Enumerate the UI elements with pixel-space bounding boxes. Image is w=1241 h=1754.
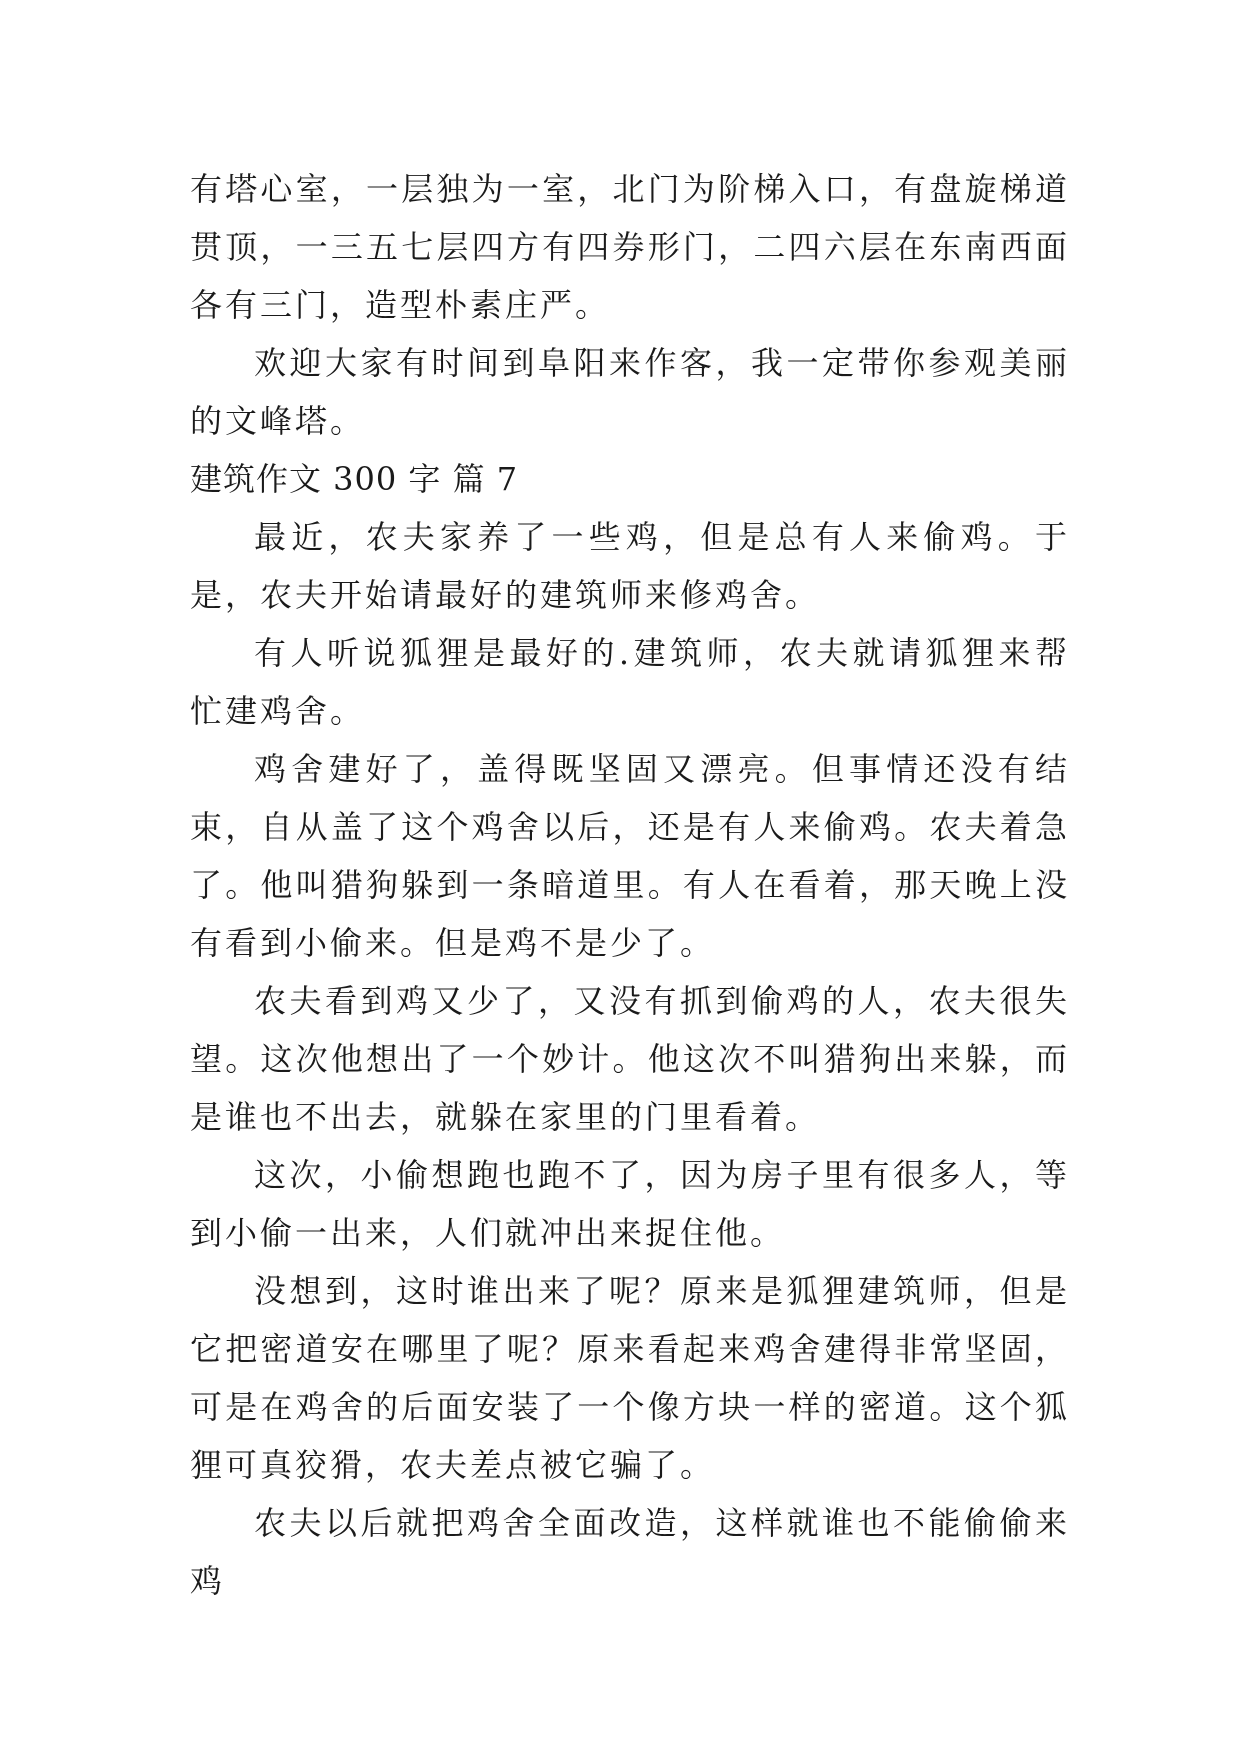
paragraph: 没想到，这时谁出来了呢？原来是狐狸建筑师，但是它把密道安在哪里了呢？原来看起来鸡舍建得非常坚固，可是在鸡舍的后面安装了一个像方块一样的密道。这个狐狸可真狡猾，农夫差点被它骗了。 (190, 1272, 1070, 1484)
paragraph: 有人听说狐狸是最好的.建筑师，农夫就请狐狸来帮忙建鸡舍。 (190, 634, 1070, 730)
paragraph: 农夫以后就把鸡舍全面改造，这样就谁也不能偷偷来鸡 (190, 1504, 1070, 1600)
paragraph: 农夫看到鸡又少了，又没有抓到偷鸡的人，农夫很失望。这次他想出了一个妙计。他这次不叫猎狗出来躲，而是谁也不出去，就躲在家里的门里看着。 (190, 982, 1070, 1136)
section-heading: 建筑作文 300 字 篇 7 (190, 460, 519, 498)
paragraph: 这次，小偷想跑也跑不了，因为房子里有很多人，等到小偷一出来，人们就冲出来捉住他。 (190, 1156, 1070, 1252)
paragraph: 有塔心室，一层独为一室，北门为阶梯入口，有盘旋梯道贯顶，一三五七层四方有四券形门，二四六层在东南西面各有三门，造型朴素庄严。 (190, 170, 1070, 324)
document-body (190, 160, 1070, 1610)
paragraph: 最近，农夫家养了一些鸡，但是总有人来偷鸡。于是，农夫开始请最好的建筑师来修鸡舍。 (190, 518, 1070, 614)
paragraph: 欢迎大家有时间到阜阳来作客，我一定带你参观美丽的文峰塔。 (190, 344, 1070, 440)
paragraph: 鸡舍建好了，盖得既坚固又漂亮。但事情还没有结束，自从盖了这个鸡舍以后，还是有人来偷鸡。农夫着急了。他叫猎狗躲到一条暗道里。有人在看着，那天晚上没有看到小偷来。但是鸡不是少了。 (190, 750, 1070, 962)
